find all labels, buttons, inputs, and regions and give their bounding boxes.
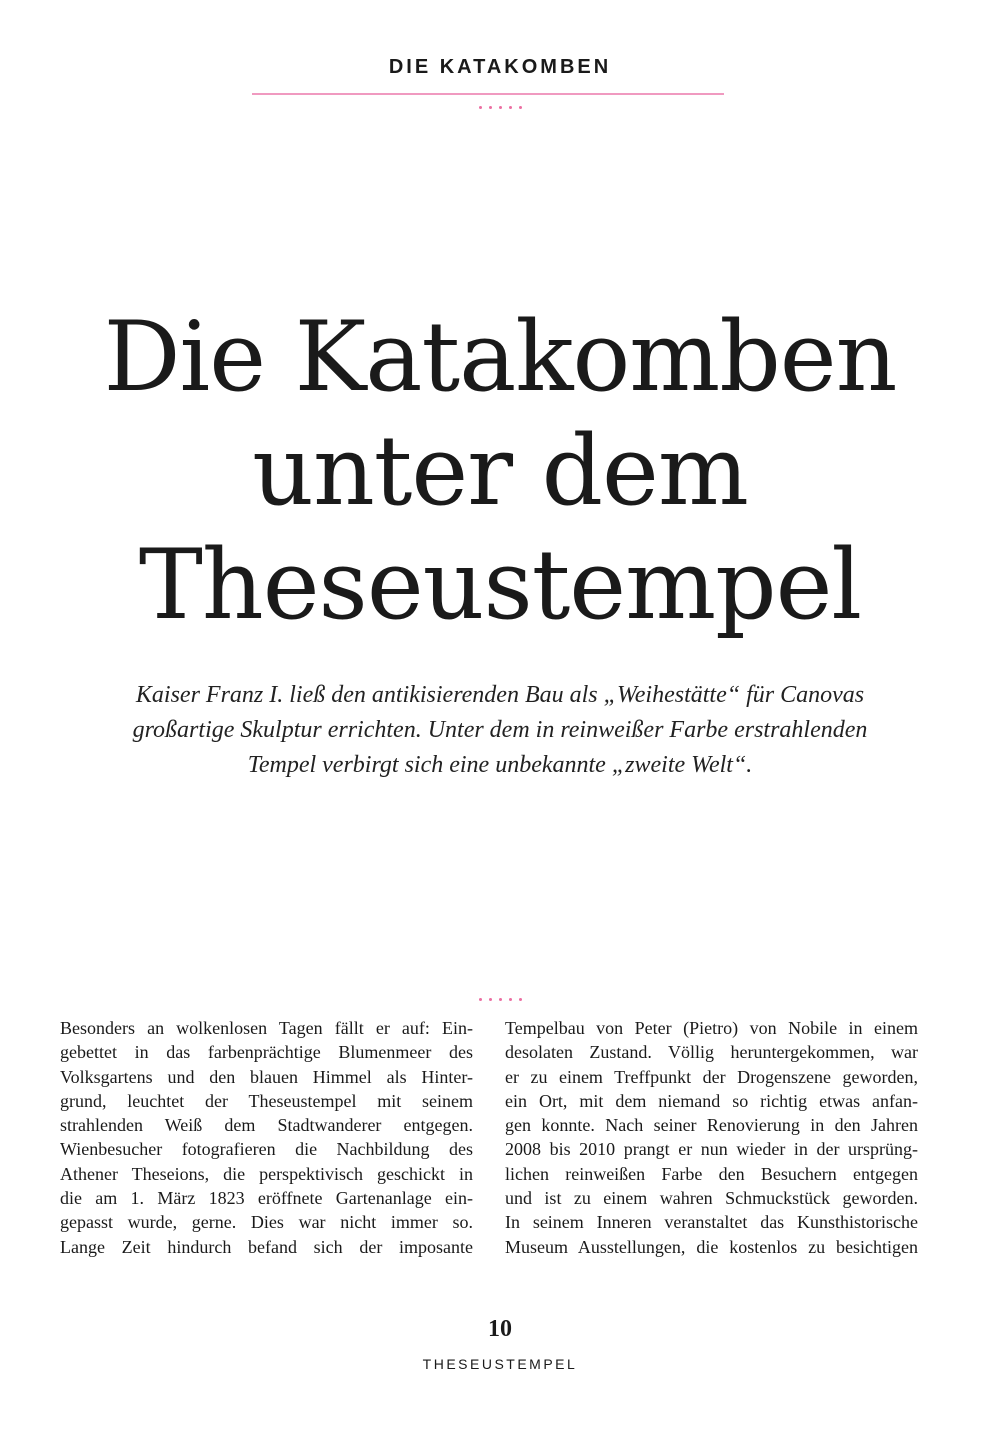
ornament-dot xyxy=(509,998,512,1001)
ornament-dot xyxy=(479,998,482,1001)
title-line: unter dem xyxy=(252,415,748,527)
header-divider xyxy=(252,93,724,95)
running-footer-title: THESEUSTEMPEL xyxy=(422,1356,578,1372)
body-line: Tempelbau von Peter (Pietro) von Nobile in einem xyxy=(505,1018,918,1038)
lead-paragraph xyxy=(80,678,920,783)
body-line: gepasst wurde, gerne. Dies war nicht immer so. xyxy=(60,1212,473,1233)
body-column-left xyxy=(60,1016,473,1259)
article-title xyxy=(0,300,1000,642)
body-line: gen konnte. Nach seiner Renovierung in den Jahren xyxy=(505,1115,918,1136)
ornament-dot xyxy=(509,106,512,109)
body-column-right xyxy=(505,1016,918,1259)
body-line: desolaten Zustand. Völlig heruntergekommen, war xyxy=(505,1042,918,1063)
body-line: die am 1. März 1823 eröffnete Gartenanlage ein- xyxy=(60,1188,473,1209)
body-line: er zu einem Treffpunkt der Drogenszene geworden, xyxy=(505,1066,918,1087)
ornament-dots-middle xyxy=(0,998,1000,1001)
ornament-dot xyxy=(489,106,492,109)
title-line: Theseustempel xyxy=(138,529,862,641)
body-text xyxy=(60,1016,918,1261)
ornament-dot xyxy=(519,106,522,109)
section-label: DIE KATAKOMBEN xyxy=(388,56,612,78)
ornament-dot xyxy=(479,106,482,109)
lead-line: großartige Skulptur errichten. Unter dem in reinweißer Farbe erstrahlenden xyxy=(132,717,868,743)
body-line: Lange Zeit hindurch befand sich der imposante xyxy=(60,1236,473,1257)
lead-line: Kaiser Franz I. ließ den antikisierenden Bau als „Weihestätte“ für Canovas xyxy=(135,682,865,708)
ornament-dot xyxy=(499,106,502,109)
body-line: strahlenden Weiß dem Stadtwanderer entgegen. xyxy=(60,1115,473,1136)
body-line: Athener Theseions, die perspektivisch geschickt in xyxy=(60,1163,473,1184)
body-line: Besonders an wolkenlosen Tagen fällt er auf: Ein- xyxy=(60,1018,473,1038)
body-line: 2008 bis 2010 prangt er nun wieder in der ursprüng- xyxy=(505,1139,918,1160)
ornament-dots-top xyxy=(0,106,1000,109)
body-line: und ist zu einem wahren Schmuckstück geworden. xyxy=(505,1188,918,1209)
page-number: 10 xyxy=(488,1316,512,1342)
body-line: gebettet in das farbenprächtige Blumenmeer des xyxy=(60,1042,473,1063)
ornament-dot xyxy=(499,998,502,1001)
body-line: grund, leuchtet der Theseustempel mit seinem xyxy=(60,1090,473,1111)
lead-line: Tempel verbirgt sich eine unbekannte „zweite Welt“. xyxy=(247,752,753,778)
body-line: Museum Ausstellungen, die kostenlos zu besichtigen xyxy=(505,1236,918,1257)
ornament-dot xyxy=(519,998,522,1001)
body-line: lichen reinweißen Farbe den Besuchern entgegen xyxy=(505,1163,918,1184)
body-line: Wienbesucher fotografieren die Nachbildung des xyxy=(60,1139,473,1160)
title-line: Die Katakomben xyxy=(103,301,897,413)
ornament-dot xyxy=(489,998,492,1001)
body-line: In seinem Inneren veranstaltet das Kunsthistorische xyxy=(505,1212,918,1233)
body-line: ein Ort, mit dem niemand so richtig etwas anfan- xyxy=(505,1090,918,1111)
body-line: Volksgartens und den blauen Himmel als Hinter- xyxy=(60,1066,473,1087)
